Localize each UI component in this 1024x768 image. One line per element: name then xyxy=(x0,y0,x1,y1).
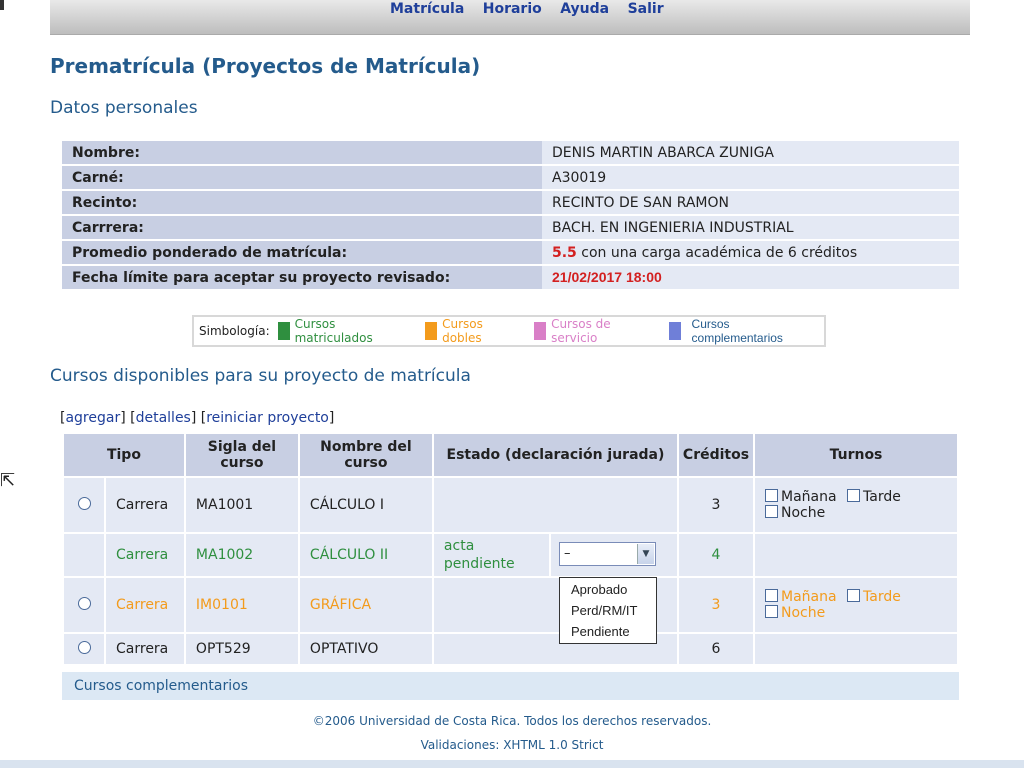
turno-tarde: Tarde xyxy=(863,489,901,505)
value-carne: A30019 xyxy=(542,165,959,190)
agregar-link[interactable]: agregar xyxy=(65,410,121,426)
option-perd[interactable]: Perd/RM/IT xyxy=(571,603,638,618)
header-tipo: Tipo xyxy=(63,433,185,477)
checkbox-tarde[interactable] xyxy=(847,589,860,602)
header-estado: Estado (declaración jurada) xyxy=(433,433,678,477)
personal-data-heading: Datos personales xyxy=(50,98,198,118)
table-row xyxy=(62,141,959,165)
label-promedio: Promedio ponderado de matrícula: xyxy=(62,240,542,265)
promedio-suffix: con una carga académica de 6 créditos xyxy=(576,244,858,261)
legend-title: Simbología: xyxy=(199,324,270,338)
legend-swatch-matriculados xyxy=(278,322,290,340)
header-nombre: Nombre del curso xyxy=(299,433,433,477)
cell-turnos xyxy=(754,577,958,633)
table-row xyxy=(62,265,959,290)
legend xyxy=(192,315,826,347)
fecha-limite: 21/02/2017 18:00 xyxy=(552,269,662,285)
turno-manana: Mañana xyxy=(781,489,837,505)
table-row xyxy=(62,215,959,240)
course-radio[interactable] xyxy=(78,641,91,654)
table-row xyxy=(62,190,959,215)
main-nav xyxy=(390,1,678,17)
complementarios-bar[interactable]: Cursos complementarios xyxy=(62,672,959,700)
turno-noche: Noche xyxy=(781,605,826,621)
courses-table xyxy=(62,432,959,666)
nav-ayuda[interactable]: Ayuda xyxy=(560,1,610,17)
cell-estado: acta pendiente xyxy=(433,533,550,577)
mouse-pointer-icon: ⇱ xyxy=(0,470,16,491)
header-sigla: Sigla del curso xyxy=(185,433,299,477)
cell-sigla: MA1002 xyxy=(185,533,299,577)
cell-tipo: Carrera xyxy=(105,533,185,577)
legend-servicio: Cursos de servicio xyxy=(551,317,611,345)
footer-validation xyxy=(0,738,1024,752)
select-cell xyxy=(63,533,105,577)
select-cell xyxy=(63,477,105,533)
window-edge xyxy=(0,0,4,10)
cell-tipo: Carrera xyxy=(105,577,185,633)
estado-select[interactable] xyxy=(559,542,656,566)
select-cell xyxy=(63,633,105,665)
table-row xyxy=(63,577,958,633)
value-carrera: BACH. EN INGENIERIA INDUSTRIAL xyxy=(542,215,959,240)
table-row xyxy=(63,477,958,533)
value-nombre: DENIS MARTIN ABARCA ZUNIGA xyxy=(542,141,959,165)
cell-turnos xyxy=(754,633,958,665)
detalles-link[interactable]: detalles xyxy=(135,410,191,426)
reiniciar-link[interactable]: reiniciar proyecto xyxy=(206,410,329,426)
value-recinto: RECINTO DE SAN RAMON xyxy=(542,190,959,215)
cell-nombre: CÁLCULO II xyxy=(299,533,433,577)
turno-tarde: Tarde xyxy=(863,589,901,605)
value-fecha xyxy=(542,265,959,290)
nav-salir[interactable]: Salir xyxy=(627,1,664,17)
label-fecha: Fecha límite para aceptar su proyecto revisado: xyxy=(62,265,542,290)
estado-dropdown xyxy=(559,577,657,644)
table-row xyxy=(63,633,958,665)
option-aprobado[interactable]: Aprobado xyxy=(571,582,628,597)
cell-estado xyxy=(433,477,678,533)
label-carrera: Carrrera: xyxy=(62,215,542,240)
bottom-bar xyxy=(0,760,1024,768)
cell-nombre: GRÁFICA xyxy=(299,577,433,633)
legend-matriculados: Cursos matriculados xyxy=(294,317,373,345)
checkbox-tarde[interactable] xyxy=(847,489,860,502)
personal-data-table xyxy=(62,141,959,291)
course-radio[interactable] xyxy=(78,597,91,610)
legend-dobles: Cursos dobles xyxy=(442,317,483,345)
value-promedio xyxy=(542,240,959,265)
table-row xyxy=(62,165,959,190)
checkbox-noche[interactable] xyxy=(765,605,778,618)
table-row xyxy=(62,240,959,265)
cell-creditos: 3 xyxy=(678,477,754,533)
cell-tipo: Carrera xyxy=(105,477,185,533)
legend-swatch-servicio xyxy=(534,322,546,340)
top-nav-bar xyxy=(50,0,970,35)
nav-matricula[interactable]: Matrícula xyxy=(390,1,465,17)
cell-sigla: OPT529 xyxy=(185,633,299,665)
legend-swatch-complementarios xyxy=(669,322,681,340)
validation-link[interactable]: XHTML 1.0 Strict xyxy=(503,738,604,752)
course-radio[interactable] xyxy=(78,497,91,510)
validation-prefix: Validaciones: xyxy=(420,738,504,752)
cell-turnos xyxy=(754,477,958,533)
legend-swatch-dobles xyxy=(425,322,437,340)
turno-noche: Noche xyxy=(781,505,826,521)
checkbox-manana[interactable] xyxy=(765,589,778,602)
cell-sigla: MA1001 xyxy=(185,477,299,533)
cell-creditos: 4 xyxy=(678,533,754,577)
table-row xyxy=(63,533,958,577)
turno-manana: Mañana xyxy=(781,589,837,605)
cell-nombre: CÁLCULO I xyxy=(299,477,433,533)
header-creditos: Créditos xyxy=(678,433,754,477)
chevron-down-icon[interactable]: ▼ xyxy=(637,544,654,564)
label-nombre: Nombre: xyxy=(62,141,542,165)
cell-creditos: 3 xyxy=(678,577,754,633)
estado-select-value: – xyxy=(564,546,571,561)
cell-tipo: Carrera xyxy=(105,633,185,665)
courses-heading: Cursos disponibles para su proyecto de matrícula xyxy=(50,366,471,386)
checkbox-manana[interactable] xyxy=(765,489,778,502)
label-carne: Carné: xyxy=(62,165,542,190)
page-title: Prematrícula (Proyectos de Matrícula) xyxy=(50,54,481,78)
select-cell xyxy=(63,577,105,633)
cell-sigla: IM0101 xyxy=(185,577,299,633)
legend-complementarios: Cursos complementarios xyxy=(691,317,783,345)
course-actions: [agregar] [detalles] [reiniciar proyecto] xyxy=(60,410,335,426)
promedio-score: 5.5 xyxy=(552,244,577,261)
cell-creditos: 6 xyxy=(678,633,754,665)
header-turnos: Turnos xyxy=(754,433,958,477)
nav-horario[interactable]: Horario xyxy=(482,1,542,17)
option-pendiente[interactable]: Pendiente xyxy=(571,624,630,639)
cell-turnos xyxy=(754,533,958,577)
footer-copyright: ©2006 Universidad de Costa Rica. Todos los derechos reservados. xyxy=(312,714,712,728)
cell-nombre: OPTATIVO xyxy=(299,633,433,665)
label-recinto: Recinto: xyxy=(62,190,542,215)
table-header-row xyxy=(63,433,958,477)
checkbox-noche[interactable] xyxy=(765,505,778,518)
